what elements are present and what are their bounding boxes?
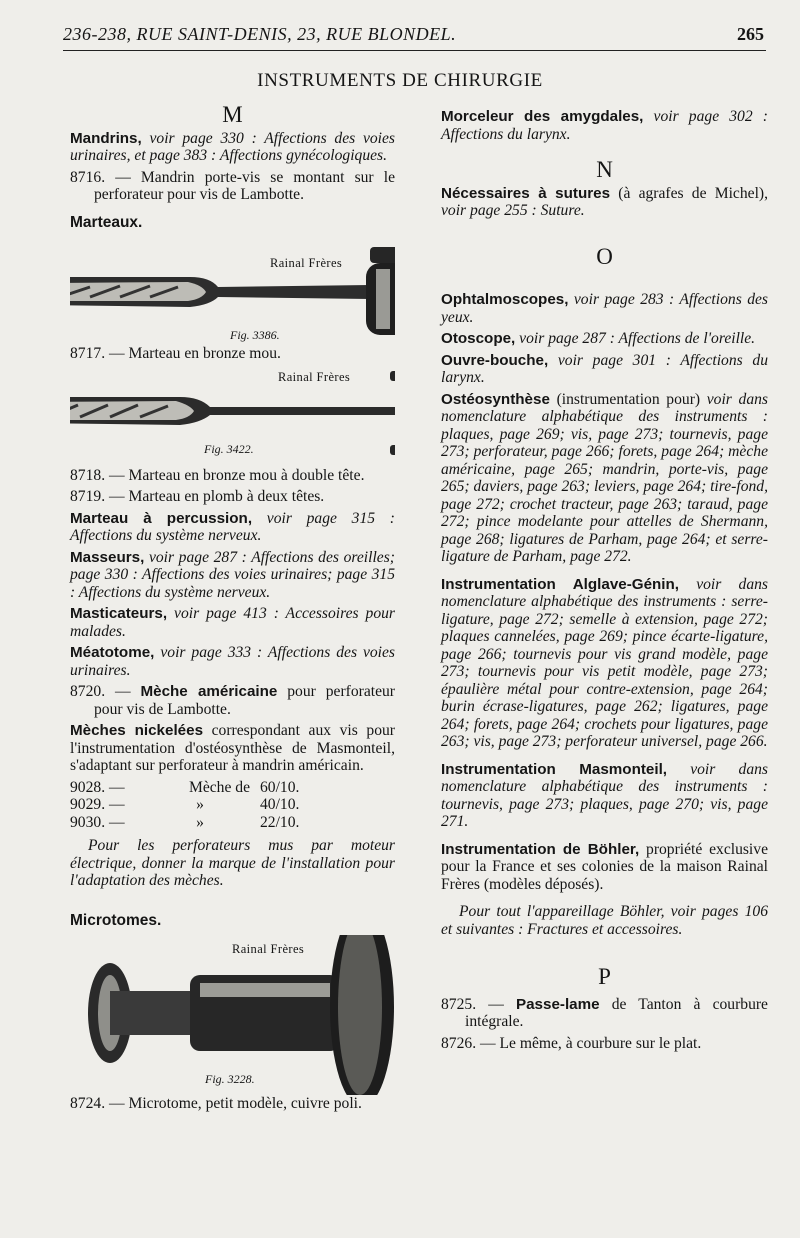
entry-meches-nickelees <box>70 722 395 775</box>
entry-necessaires <box>441 185 768 220</box>
entry-number: 8724. — <box>70 1095 125 1112</box>
row-size: 40/10. <box>260 796 300 813</box>
entry-text: voir page 301 : Affections du larynx. <box>441 351 768 386</box>
entry-masseurs <box>70 549 395 602</box>
section-letter-o: O <box>596 243 613 269</box>
entry-text: de Tanton à courbure intégrale. <box>465 995 768 1030</box>
entry-term: Passe-lame <box>515 995 600 1013</box>
page-title: INSTRUMENTS DE CHIRURGIE <box>257 70 543 91</box>
entry-term: Ostéosynthèse <box>441 390 550 408</box>
table-row <box>70 779 395 797</box>
entry-masticateurs <box>70 605 395 640</box>
entry-number: 8720. — <box>70 683 131 700</box>
section-letter-n: N <box>596 157 613 182</box>
entry-text: Marteau en bronze mou. <box>128 345 281 362</box>
meche-table <box>70 779 395 832</box>
row-desc: Mèche de <box>188 778 250 796</box>
entry-8719 <box>70 488 395 506</box>
entry-term: Mèche américaine <box>140 683 278 700</box>
table-row <box>70 814 395 832</box>
row-desc: » <box>196 796 204 813</box>
figure-caption: Fig. 3228. <box>205 1072 255 1086</box>
entry-8725 <box>441 996 768 1031</box>
entry-8726 <box>441 1035 768 1053</box>
note-perforateurs: Pour les perforateurs mus par moteur électrique, donner la marque de l'installation pour l'adaptation des mèches. <box>70 837 395 889</box>
figure-3422 <box>70 367 395 467</box>
entry-text: voir page 287 : Affections de l'oreille. <box>519 330 756 347</box>
section-heading-marteaux: Marteaux. <box>70 213 143 231</box>
entry-number: 8718. — <box>70 466 125 484</box>
entry-plain: (à agrafes de Michel), <box>618 184 768 202</box>
entry-number: 8726. — <box>441 1034 496 1052</box>
entry-text: pour perforateur pour vis de Lambotte. <box>94 683 395 718</box>
entry-term: Ophtalmoscopes, <box>441 291 569 308</box>
entry-text: correspondant aux vis pour l'instrumentation d'ostéosynthèse de Masmonteil, s'adaptant sur perforateur à mandrin américain. <box>70 722 395 774</box>
page-number: 265 <box>737 24 764 44</box>
figure-brand: Rainal Frères <box>278 369 351 384</box>
entry-text: Microtome, petit modèle, cuivre poli. <box>128 1095 362 1112</box>
figure-caption: Fig. 3422. <box>204 441 254 456</box>
figure-caption: Fig. 3386. <box>230 328 280 342</box>
entry-number: 8719. — <box>70 488 125 505</box>
row-number: 9030. — <box>70 813 125 831</box>
entry-ouvre-bouche <box>441 352 768 387</box>
entry-text: voir page 302 : Affections du larynx. <box>441 108 768 143</box>
entry-osteosynthese <box>441 391 768 566</box>
section-heading-microtomes: Microtomes. <box>70 911 162 929</box>
figure-3386 <box>70 237 395 345</box>
entry-text: voir dans nomenclature alphabétique des instruments : tournevis, page 273; plaques, page 270; vis, page 271. <box>441 760 768 830</box>
entry-text: voir page 255 : Suture. <box>441 202 585 219</box>
entry-8720 <box>70 683 395 718</box>
entry-alglave-genin <box>441 576 768 751</box>
note-bohler: Pour tout l'appareillage Böhler, voir pages 106 et suivantes : Fractures et accessoires. <box>441 903 768 938</box>
entry-8717 <box>70 345 395 363</box>
entry-ophtalmoscopes <box>441 291 768 326</box>
entry-plain: propriété exclusive pour la France et ses colonies de la maison Rainal Frères (modèles déposés). <box>441 840 768 893</box>
entry-otoscope <box>441 330 768 348</box>
entry-term: Masseurs, <box>70 548 145 566</box>
section-letter-p: P <box>598 964 611 989</box>
header-address: 236-238, RUE SAINT-DENIS, 23, RUE BLONDEL. <box>63 24 457 44</box>
entry-8718 <box>70 467 395 485</box>
entry-masmonteil <box>441 761 768 831</box>
row-size: 60/10. <box>260 778 300 796</box>
entry-8724 <box>70 1095 395 1113</box>
entry-term: Marteau à percussion, <box>70 509 253 527</box>
entry-text: Le même, à courbure sur le plat. <box>499 1034 702 1052</box>
left-column <box>70 100 395 1117</box>
entry-text: voir page 315 : Affections du système nerveux. <box>70 509 395 544</box>
entry-number: 8725. — <box>441 995 504 1013</box>
entry-term: Morceleur des amygdales, <box>441 108 644 125</box>
entry-term: Nécessaires à sutures <box>441 184 611 202</box>
entry-text: voir page 283 : Affections des yeux. <box>441 291 768 326</box>
entry-text: Mandrin porte-vis se montant sur le perforateur pour vis de Lambotte. <box>94 168 395 203</box>
row-desc: » <box>196 813 204 831</box>
figure-brand: Rainal Frères <box>270 256 343 270</box>
entry-text: voir page 330 : Affections des voies urinaires, et page 383 : Affections gynécologiques. <box>70 129 395 164</box>
row-size: 22/10. <box>260 813 300 831</box>
entry-text: voir page 287 : Affections des oreilles; page 330 : Affections des voies urinaires; page 315 : Affections du système nerveux. <box>70 548 395 601</box>
entry-meatotome <box>70 644 395 679</box>
figure-brand: Rainal Frères <box>232 942 305 956</box>
entry-term: Instrumentation Masmonteil, <box>441 760 668 778</box>
row-number: 9029. — <box>70 796 125 813</box>
entry-term: Ouvre-bouche, <box>441 351 549 369</box>
entry-text: Marteau en bronze mou à double tête. <box>128 466 365 484</box>
entry-text: voir page 333 : Affections des voies urinaires. <box>70 644 396 679</box>
section-letter-m: M <box>222 102 243 127</box>
entry-bohler <box>441 841 768 894</box>
entry-text: Marteau en plomb à deux têtes. <box>128 488 325 505</box>
entry-plain: (instrumentation pour) <box>556 390 701 408</box>
entry-term: Instrumentation de Böhler, <box>441 840 640 858</box>
entry-text: voir dans nomenclature alphabétique des instruments : plaques, page 269; vis, page 273; tournevis, page 273; perforateur, page 266; forets, page 264; mèche américaine, page 265; mandrin, porte-vis, page 265; daviers, page 263; leviers, page 264; tire-fond, page 272; crochet tracteur, page 263; taraud, page 272; pince modelante pour attelles de Shermann, page 268; ligatures de Parham, page 264; et serre-ligature de Parham, page 272. <box>441 390 768 565</box>
running-header <box>63 24 766 51</box>
entry-term: Mandrins, <box>70 129 142 147</box>
entry-morceleur <box>441 108 768 143</box>
entry-number: 8716. — <box>70 168 131 186</box>
entry-text: voir dans nomenclature alphabétique des instruments : serre-ligature, page 272; semelle à extension, page 272; plaques cannelées, page 269; pince écarte-ligature, page 266; tournevis pour vis grand modèle, page 273; tournevis pour vis petit modèle, page 273; épaulière métal pour contre-extension, page 264; burin écrase-ligatures, page 262; ligatures, page 264; forets, page 264; crochets pour ligatures, page 263; vis, page 273; perforateur universel, page 266. <box>441 575 768 750</box>
entry-term: Mèches nickelées <box>70 722 204 739</box>
entry-number: 8717. — <box>70 345 125 362</box>
entry-8716 <box>70 169 395 204</box>
entry-marteau-percussion <box>70 510 395 545</box>
entry-term: Instrumentation Alglave-Génin, <box>441 575 680 593</box>
entry-term: Otoscope, <box>441 330 516 347</box>
entry-mandrins <box>70 130 395 165</box>
entry-term: Méatotome, <box>70 644 155 661</box>
table-row <box>70 796 395 814</box>
entry-term: Masticateurs, <box>70 605 168 622</box>
entry-text: voir page 413 : Accessoires pour malades. <box>70 605 395 640</box>
figure-3228 <box>70 935 395 1095</box>
row-number: 9028. — <box>70 778 125 796</box>
right-column <box>441 100 768 1056</box>
